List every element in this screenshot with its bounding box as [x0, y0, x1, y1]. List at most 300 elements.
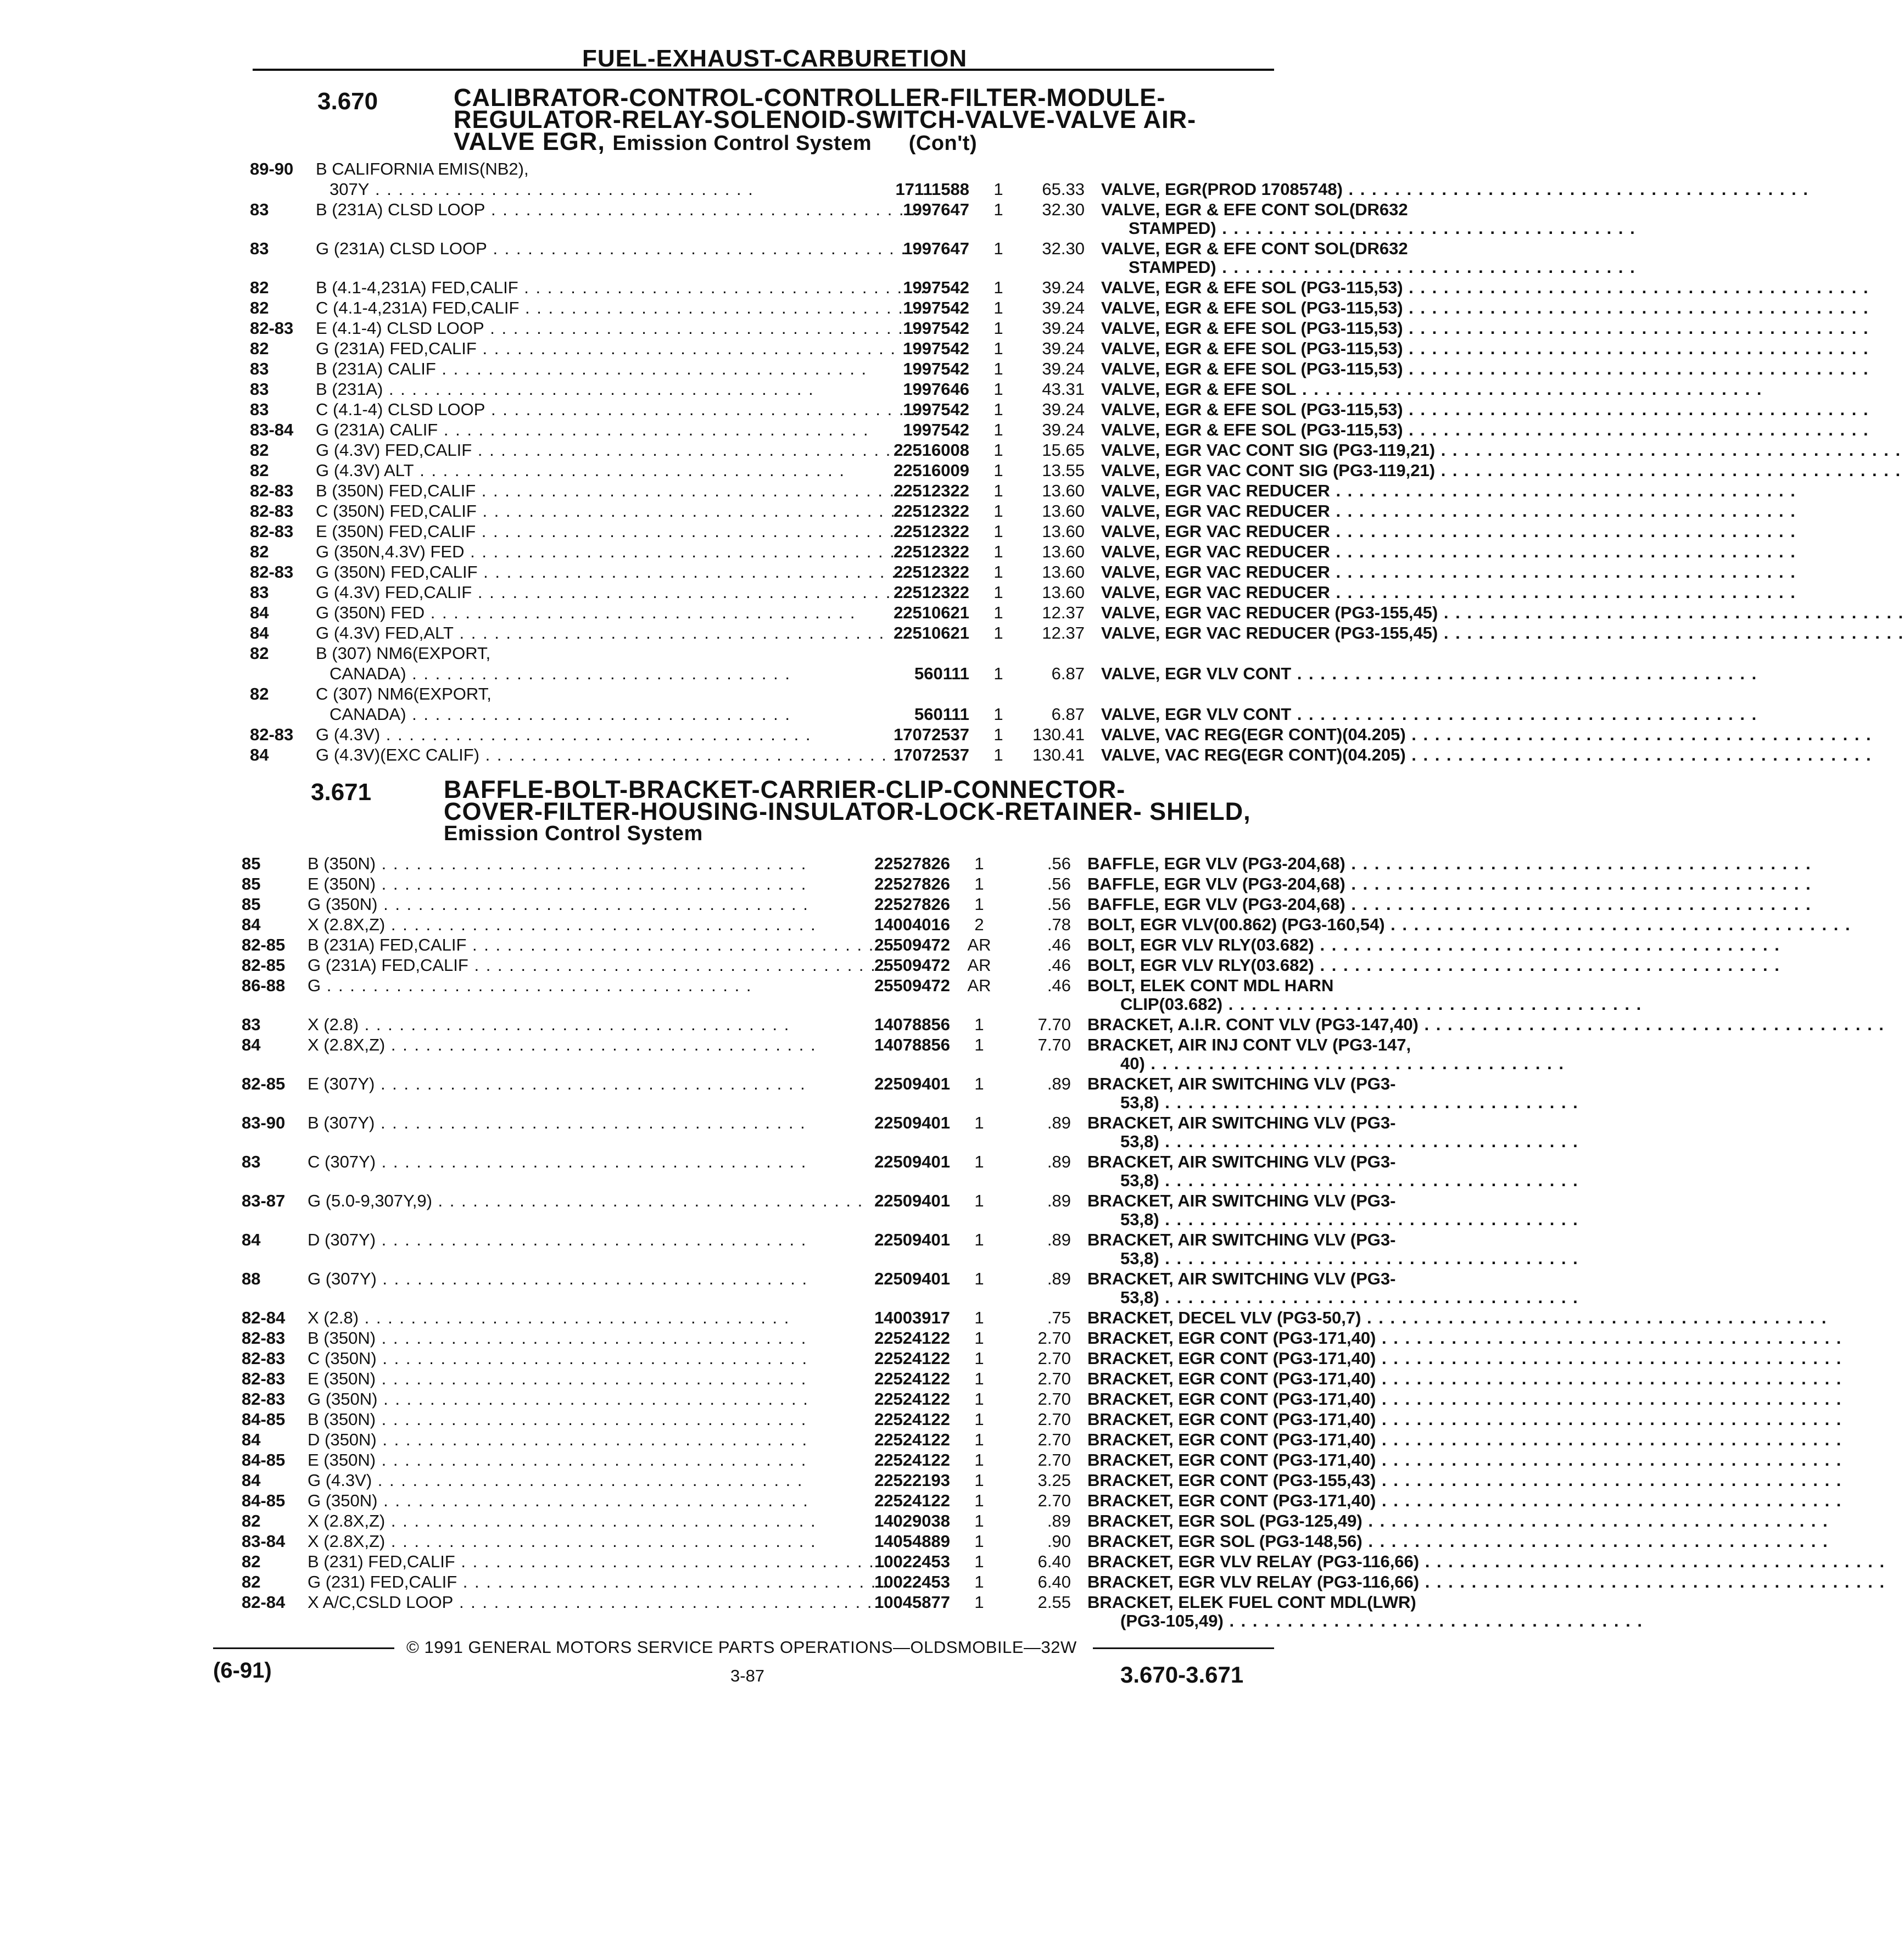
part-number: 22524122: [874, 1450, 950, 1470]
part-number: 10022453: [874, 1572, 950, 1591]
model-year: 85: [242, 854, 261, 873]
part-name-continuation: STAMPED) . . .: [1129, 258, 1529, 277]
part-number: 22512322: [894, 562, 969, 582]
quantity: 1: [993, 745, 1003, 764]
part-name: BRACKET, EGR CONT (PG3-171,40) . . .: [1087, 1430, 1521, 1450]
part-name: VALVE, EGR & EFE SOL (PG3-115,53) . . .: [1101, 400, 1529, 420]
model-year: 82: [242, 1511, 261, 1530]
model-year: 84: [250, 623, 269, 643]
price: 39.24: [1042, 359, 1085, 378]
application-desc: G (350N) . . .: [308, 1491, 846, 1511]
quantity: 1: [974, 1552, 984, 1571]
part-number: 17072537: [894, 745, 969, 764]
application-desc: 307Y . . .: [330, 180, 879, 199]
part-name: VALVE, EGR VAC REDUCER . . .: [1101, 501, 1529, 521]
section-title-line: REGULATOR-RELAY-SOLENOID-SWITCH-VALVE-VALVE AIR-: [454, 105, 1197, 133]
part-name: BRACKET, EGR CONT (PG3-155,43) . . .: [1087, 1471, 1521, 1490]
application-desc: G (350N) . . .: [308, 1389, 846, 1409]
part-number: 22524122: [874, 1410, 950, 1429]
part-name: VALVE, EGR VAC REDUCER (PG3-155,45) . . .: [1101, 623, 1529, 643]
quantity: 1: [993, 298, 1003, 317]
quantity: 1: [993, 200, 1003, 219]
part-name: BOLT, EGR VLV(00.862) (PG3-160,54) . . .: [1087, 915, 1521, 935]
model-year: 84-85: [242, 1491, 286, 1510]
application-desc: X A/C,CSLD LOOP . . .: [308, 1593, 846, 1612]
application-desc: G (4.3V) FED,ALT . . .: [316, 623, 859, 643]
part-name: BRACKET, EGR CONT (PG3-171,40) . . .: [1087, 1410, 1521, 1429]
part-name: BRACKET, AIR SWITCHING VLV (PG3-: [1087, 1113, 1396, 1132]
quantity: 1: [974, 1328, 984, 1348]
model-year: 82-83: [242, 1389, 286, 1409]
price: 6.87: [1051, 705, 1085, 724]
part-number: 22512322: [894, 522, 969, 541]
part-number: 1997542: [903, 339, 969, 358]
part-name-continuation: 53,8) . . .: [1120, 1288, 1521, 1308]
application-desc: E (350N) . . .: [308, 874, 846, 894]
part-number: 14078856: [874, 1035, 950, 1054]
quantity: 1: [974, 1491, 984, 1510]
part-name: VALVE, VAC REG(EGR CONT)(04.205) . . .: [1101, 745, 1529, 765]
quantity: AR: [967, 935, 991, 954]
quantity: 1: [993, 705, 1003, 724]
price: 32.30: [1042, 239, 1085, 258]
part-number: 22524122: [874, 1369, 950, 1388]
header-rule: [253, 69, 1274, 71]
part-name: BRACKET, AIR SWITCHING VLV (PG3-: [1087, 1074, 1396, 1093]
price: 12.37: [1042, 623, 1085, 643]
price: 2.70: [1037, 1369, 1071, 1388]
model-year: 82-83: [250, 725, 294, 744]
application-desc: B (231A) CALIF . . .: [316, 359, 859, 379]
part-number: 1997542: [903, 359, 969, 378]
application-desc: B (231A) . . .: [316, 379, 859, 399]
part-number: 1997542: [903, 420, 969, 439]
part-name: BRACKET, AIR SWITCHING VLV (PG3-: [1087, 1191, 1396, 1210]
model-year: 84: [250, 603, 269, 622]
model-year: 83: [242, 1152, 261, 1171]
quantity: 1: [993, 461, 1003, 480]
model-year: 82: [250, 339, 269, 358]
quantity: 1: [993, 725, 1003, 744]
quantity: 1: [993, 542, 1003, 561]
part-name: BRACKET, AIR INJ CONT VLV (PG3-147,: [1087, 1035, 1411, 1054]
part-name-continuation: CLIP(03.682) . . .: [1120, 995, 1521, 1014]
model-year: 82: [250, 298, 269, 317]
part-number: 22510621: [894, 603, 969, 622]
model-year: 82-85: [242, 956, 286, 975]
part-number: 22512322: [894, 481, 969, 500]
part-number: 22510621: [894, 623, 969, 643]
footer-section-range: 3.670-3.671: [1120, 1662, 1244, 1688]
price: 39.24: [1042, 400, 1085, 419]
page-header-title: FUEL-EXHAUST-CARBURETION: [582, 45, 968, 72]
application-desc: C (307) NM6(EXPORT,: [316, 684, 492, 703]
quantity: 1: [993, 400, 1003, 419]
part-name: BRACKET, EGR CONT (PG3-171,40) . . .: [1087, 1389, 1521, 1409]
quantity: 1: [993, 339, 1003, 358]
application-desc: G (350N) FED . . .: [316, 603, 859, 623]
part-name: VALVE, EGR & EFE SOL (PG3-115,53) . . .: [1101, 319, 1529, 338]
quantity: 1: [974, 854, 984, 873]
section-title: [444, 775, 1278, 845]
quantity: 1: [974, 1113, 984, 1132]
application-desc: G (4.3V) FED,CALIF . . .: [316, 440, 859, 460]
application-desc: G (307Y) . . .: [308, 1269, 846, 1289]
application-desc: D (307Y) . . .: [308, 1230, 846, 1250]
application-desc: C (350N) . . .: [308, 1349, 846, 1368]
application-desc: X (2.8X,Z) . . .: [308, 1532, 846, 1551]
part-number: 14029038: [874, 1511, 950, 1530]
part-name: VALVE, EGR VAC REDUCER (PG3-155,45) . . .: [1101, 603, 1529, 623]
part-name: BRACKET, EGR SOL (PG3-125,49) . . .: [1087, 1511, 1521, 1531]
part-name-continuation: 53,8) . . .: [1120, 1132, 1521, 1152]
application-desc: G (350N) . . .: [308, 895, 846, 914]
price: .56: [1047, 874, 1071, 893]
part-number: 22516009: [894, 461, 969, 480]
part-name: BAFFLE, EGR VLV (PG3-204,68) . . .: [1087, 874, 1521, 894]
model-year: 84: [242, 1230, 261, 1249]
price: .90: [1047, 1532, 1071, 1551]
part-number: 560111: [914, 705, 969, 724]
quantity: 1: [993, 420, 1003, 439]
model-year: 83: [242, 1015, 261, 1034]
price: 6.40: [1037, 1572, 1071, 1591]
quantity: 1: [974, 1308, 984, 1327]
price: 6.87: [1051, 664, 1085, 683]
model-year: 82-85: [242, 1074, 286, 1093]
price: 7.70: [1037, 1035, 1071, 1054]
application-desc: B (231) FED,CALIF . . .: [308, 1552, 846, 1572]
model-year: 83: [250, 359, 269, 378]
application-desc: G (231A) CLSD LOOP . . .: [316, 239, 859, 259]
model-year: 82-83: [242, 1369, 286, 1388]
part-name-continuation: (PG3-105,49) . . .: [1120, 1611, 1521, 1631]
price: 39.24: [1042, 298, 1085, 317]
application-desc: E (350N) . . .: [308, 1450, 846, 1470]
price: 13.60: [1042, 522, 1085, 541]
application-desc: G (231A) CALIF . . .: [316, 420, 859, 440]
model-year: 82: [250, 440, 269, 460]
application-desc: X (2.8X,Z) . . .: [308, 1511, 846, 1531]
application-desc: G (4.3V)(EXC CALIF) . . .: [316, 745, 859, 765]
part-number: 10022453: [874, 1552, 950, 1571]
application-desc: X (2.8) . . .: [308, 1015, 846, 1035]
footer-rule: [1093, 1647, 1274, 1649]
price: .89: [1047, 1269, 1071, 1288]
section-title: [454, 83, 1277, 155]
part-name: VALVE, EGR & EFE SOL (PG3-115,53) . . .: [1101, 420, 1529, 440]
application-desc: G (4.3V) . . .: [308, 1471, 846, 1490]
quantity: 1: [974, 1593, 984, 1612]
quantity: 1: [974, 1450, 984, 1470]
price: .89: [1047, 1113, 1071, 1132]
quantity: 1: [974, 1511, 984, 1530]
part-name: BRACKET, AIR SWITCHING VLV (PG3-: [1087, 1269, 1396, 1288]
model-year: 83: [250, 200, 269, 219]
price: .89: [1047, 1152, 1071, 1171]
part-number: 14003917: [874, 1308, 950, 1327]
application-desc: C (350N) FED,CALIF . . .: [316, 501, 859, 521]
quantity: 1: [974, 874, 984, 893]
part-number: 25509472: [874, 976, 950, 995]
model-year: 82: [242, 1572, 261, 1591]
application-desc: B CALIFORNIA EMIS(NB2),: [316, 159, 529, 178]
part-name: VALVE, EGR & EFE SOL (PG3-115,53) . . .: [1101, 339, 1529, 359]
part-number: 560111: [914, 664, 969, 683]
quantity: 2: [974, 915, 984, 934]
part-name: VALVE, EGR VAC CONT SIG (PG3-119,21) . . .: [1101, 461, 1529, 481]
section-subtitle: Emission Control System: [444, 822, 703, 845]
price: 2.70: [1037, 1410, 1071, 1429]
model-year: 82-84: [242, 1308, 286, 1327]
section-title-line: COVER-FILTER-HOUSING-INSULATOR-LOCK-RETAINER- SHIELD,: [444, 797, 1251, 825]
part-number: 22512322: [894, 583, 969, 602]
part-name: VALVE, EGR VAC CONT SIG (PG3-119,21) . . .: [1101, 440, 1529, 460]
part-name: BRACKET, AIR SWITCHING VLV (PG3-: [1087, 1230, 1396, 1249]
section-number: 3.670: [317, 88, 378, 115]
quantity: 1: [974, 1572, 984, 1591]
application-desc: B (307) NM6(EXPORT,: [316, 644, 491, 663]
part-name: VALVE, EGR(PROD 17085748) . . .: [1101, 180, 1529, 199]
quantity: 1: [974, 1269, 984, 1288]
quantity: 1: [993, 522, 1003, 541]
price: .89: [1047, 1230, 1071, 1249]
price: .56: [1047, 895, 1071, 914]
model-year: 83-84: [242, 1532, 286, 1551]
quantity: 1: [974, 1074, 984, 1093]
part-name: BRACKET, EGR VLV RELAY (PG3-116,66) . . .: [1087, 1572, 1521, 1592]
model-year: 83: [250, 239, 269, 258]
part-name: VALVE, EGR & EFE CONT SOL(DR632: [1101, 239, 1408, 258]
quantity: 1: [993, 664, 1003, 683]
part-number: 1997542: [903, 319, 969, 338]
application-desc: B (231A) CLSD LOOP . . .: [316, 200, 859, 220]
part-name: VALVE, EGR & EFE SOL (PG3-115,53) . . .: [1101, 359, 1529, 379]
quantity: 1: [974, 1349, 984, 1368]
application-desc: B (350N) . . .: [308, 1328, 846, 1348]
application-desc: X (2.8X,Z) . . .: [308, 1035, 846, 1055]
model-year: 82: [250, 542, 269, 561]
application-desc: G (231A) FED,CALIF . . .: [308, 956, 846, 975]
quantity: 1: [974, 1015, 984, 1034]
quantity: 1: [974, 1191, 984, 1210]
model-year: 85: [242, 895, 261, 914]
part-number: 22509401: [874, 1191, 950, 1210]
quantity: 1: [993, 603, 1003, 622]
part-name: BRACKET, ELEK FUEL CONT MDL(LWR): [1087, 1593, 1416, 1612]
part-name: VALVE, EGR & EFE SOL (PG3-115,53) . . .: [1101, 278, 1529, 298]
application-desc: E (350N) . . .: [308, 1369, 846, 1389]
quantity: 1: [993, 440, 1003, 460]
application-desc: E (350N) FED,CALIF . . .: [316, 522, 859, 541]
part-name: VALVE, EGR VAC REDUCER . . .: [1101, 583, 1529, 602]
part-name: VALVE, EGR VAC REDUCER . . .: [1101, 481, 1529, 501]
price: 2.70: [1037, 1328, 1071, 1348]
quantity: 1: [974, 1035, 984, 1054]
application-desc: G . . .: [308, 976, 846, 996]
model-year: 83: [250, 583, 269, 602]
part-number: 25509472: [874, 956, 950, 975]
application-desc: C (307Y) . . .: [308, 1152, 846, 1172]
part-number: 14078856: [874, 1015, 950, 1034]
quantity: 1: [974, 1230, 984, 1249]
price: 2.70: [1037, 1491, 1071, 1510]
application-desc: C (4.1-4) CLSD LOOP . . .: [316, 400, 859, 420]
application-desc: G (4.3V) FED,CALIF . . .: [316, 583, 859, 602]
part-number: 1997646: [903, 379, 969, 399]
model-year: 86-88: [242, 976, 286, 995]
application-desc: C (4.1-4,231A) FED,CALIF . . .: [316, 298, 859, 318]
part-name: VALVE, EGR VAC REDUCER . . .: [1101, 522, 1529, 541]
section-title-line: BAFFLE-BOLT-BRACKET-CARRIER-CLIP-CONNECTOR-: [444, 775, 1126, 803]
application-desc: G (231) FED,CALIF . . .: [308, 1572, 846, 1592]
part-number: 22512322: [894, 501, 969, 521]
model-year: 82-83: [250, 562, 294, 582]
model-year: 82: [250, 278, 269, 297]
part-name: BRACKET, EGR CONT (PG3-171,40) . . .: [1087, 1491, 1521, 1511]
quantity: 1: [974, 1532, 984, 1551]
part-name: VALVE, EGR & EFE SOL (PG3-115,53) . . .: [1101, 298, 1529, 318]
price: 43.31: [1042, 379, 1085, 399]
model-year: 84: [250, 745, 269, 764]
part-number: 14054889: [874, 1532, 950, 1551]
application-desc: D (350N) . . .: [308, 1430, 846, 1450]
part-name: VALVE, EGR VAC REDUCER . . .: [1101, 562, 1529, 582]
application-desc: G (350N) FED,CALIF . . .: [316, 562, 859, 582]
price: 13.55: [1042, 461, 1085, 480]
price: 13.60: [1042, 481, 1085, 500]
model-year: 83: [250, 400, 269, 419]
part-number: 22522193: [874, 1471, 950, 1490]
application-desc: B (350N) . . .: [308, 854, 846, 874]
part-number: 22516008: [894, 440, 969, 460]
part-name-continuation: STAMPED) . . .: [1129, 219, 1529, 238]
part-name: BOLT, EGR VLV RLY(03.682) . . .: [1087, 956, 1521, 975]
model-year: 88: [242, 1269, 261, 1288]
part-number: 22524122: [874, 1328, 950, 1348]
part-name-continuation: 53,8) . . .: [1120, 1093, 1521, 1113]
part-name: BRACKET, DECEL VLV (PG3-50,7) . . .: [1087, 1308, 1521, 1328]
part-name-continuation: 40) . . .: [1120, 1054, 1521, 1074]
part-number: 1997542: [903, 278, 969, 297]
application-desc: B (231A) FED,CALIF . . .: [308, 935, 846, 955]
model-year: 82-83: [250, 522, 294, 541]
model-year: 83: [250, 379, 269, 399]
part-number: 1997542: [903, 400, 969, 419]
model-year: 83-90: [242, 1113, 286, 1132]
quantity: 1: [993, 359, 1003, 378]
part-number: 22509401: [874, 1113, 950, 1132]
part-name: VALVE, EGR VAC REDUCER . . .: [1101, 542, 1529, 562]
price: 2.70: [1037, 1430, 1071, 1449]
part-name: BRACKET, EGR CONT (PG3-171,40) . . .: [1087, 1369, 1521, 1389]
quantity: 1: [974, 1369, 984, 1388]
quantity: 1: [993, 180, 1003, 199]
price: 39.24: [1042, 319, 1085, 338]
model-year: 82: [250, 461, 269, 480]
model-year: 83-84: [250, 420, 294, 439]
price: .89: [1047, 1074, 1071, 1093]
model-year: 82-83: [242, 1328, 286, 1348]
quantity: AR: [967, 976, 991, 995]
price: .56: [1047, 854, 1071, 873]
part-number: 22524122: [874, 1430, 950, 1449]
model-year: 84-85: [242, 1450, 286, 1470]
price: 2.70: [1037, 1389, 1071, 1409]
price: 15.65: [1042, 440, 1085, 460]
price: 12.37: [1042, 603, 1085, 622]
price: 39.24: [1042, 278, 1085, 297]
model-year: 82: [250, 644, 269, 663]
model-year: 84-85: [242, 1410, 286, 1429]
application-desc: B (4.1-4,231A) FED,CALIF . . .: [316, 278, 859, 298]
price: 13.60: [1042, 583, 1085, 602]
model-year: 82-85: [242, 935, 286, 954]
model-year: 84: [242, 1471, 261, 1490]
section-title-line: CALIBRATOR-CONTROL-CONTROLLER-FILTER-MODULE-: [454, 83, 1166, 111]
application-desc: B (350N) . . .: [308, 1410, 846, 1429]
price: 39.24: [1042, 339, 1085, 358]
quantity: 1: [993, 379, 1003, 399]
quantity: 1: [993, 562, 1003, 582]
quantity: 1: [993, 623, 1003, 643]
part-number: 1997647: [903, 200, 969, 219]
quantity: 1: [974, 895, 984, 914]
section-title-text: VALVE EGR,: [454, 127, 605, 155]
model-year: 82-83: [250, 319, 294, 338]
price: 2.70: [1037, 1349, 1071, 1368]
price: 7.70: [1037, 1015, 1071, 1034]
part-name: BRACKET, A.I.R. CONT VLV (PG3-147,40) . . .: [1087, 1015, 1521, 1035]
part-number: 22509401: [874, 1074, 950, 1093]
quantity: 1: [993, 278, 1003, 297]
model-year: 82-83: [250, 481, 294, 500]
price: .46: [1047, 956, 1071, 975]
application-desc: G (5.0-9,307Y,9) . . .: [308, 1191, 846, 1211]
part-name: BRACKET, AIR SWITCHING VLV (PG3-: [1087, 1152, 1396, 1171]
part-name: BRACKET, EGR CONT (PG3-171,40) . . .: [1087, 1349, 1521, 1368]
price: 65.33: [1042, 180, 1085, 199]
part-name: VALVE, VAC REG(EGR CONT)(04.205) . . .: [1101, 725, 1529, 745]
application-desc: G (4.3V) . . .: [316, 725, 859, 745]
application-desc: CANADA) . . .: [330, 705, 879, 724]
part-number: 22524122: [874, 1349, 950, 1368]
price: 6.40: [1037, 1552, 1071, 1571]
part-name-continuation: 53,8) . . .: [1120, 1171, 1521, 1191]
price: .46: [1047, 976, 1071, 995]
application-desc: E (4.1-4) CLSD LOOP . . .: [316, 319, 859, 338]
price: 2.70: [1037, 1450, 1071, 1470]
part-number: 22524122: [874, 1389, 950, 1409]
part-number: 25509472: [874, 935, 950, 954]
price: 130.41: [1032, 745, 1085, 764]
part-name: BAFFLE, EGR VLV (PG3-204,68) . . .: [1087, 895, 1521, 914]
quantity: 1: [993, 583, 1003, 602]
application-desc: E (307Y) . . .: [308, 1074, 846, 1094]
quantity: 1: [993, 319, 1003, 338]
footer-rule: [213, 1647, 394, 1649]
model-year: 84: [242, 1430, 261, 1449]
quantity: 1: [974, 1152, 984, 1171]
price: 130.41: [1032, 725, 1085, 744]
application-desc: X (2.8) . . .: [308, 1308, 846, 1328]
model-year: 84: [242, 915, 261, 934]
price: .75: [1047, 1308, 1071, 1327]
price: 13.60: [1042, 562, 1085, 582]
application-desc: G (231A) FED,CALIF . . .: [316, 339, 859, 359]
model-year: 89-90: [250, 159, 294, 178]
application-desc: G (350N,4.3V) FED . . .: [316, 542, 859, 562]
